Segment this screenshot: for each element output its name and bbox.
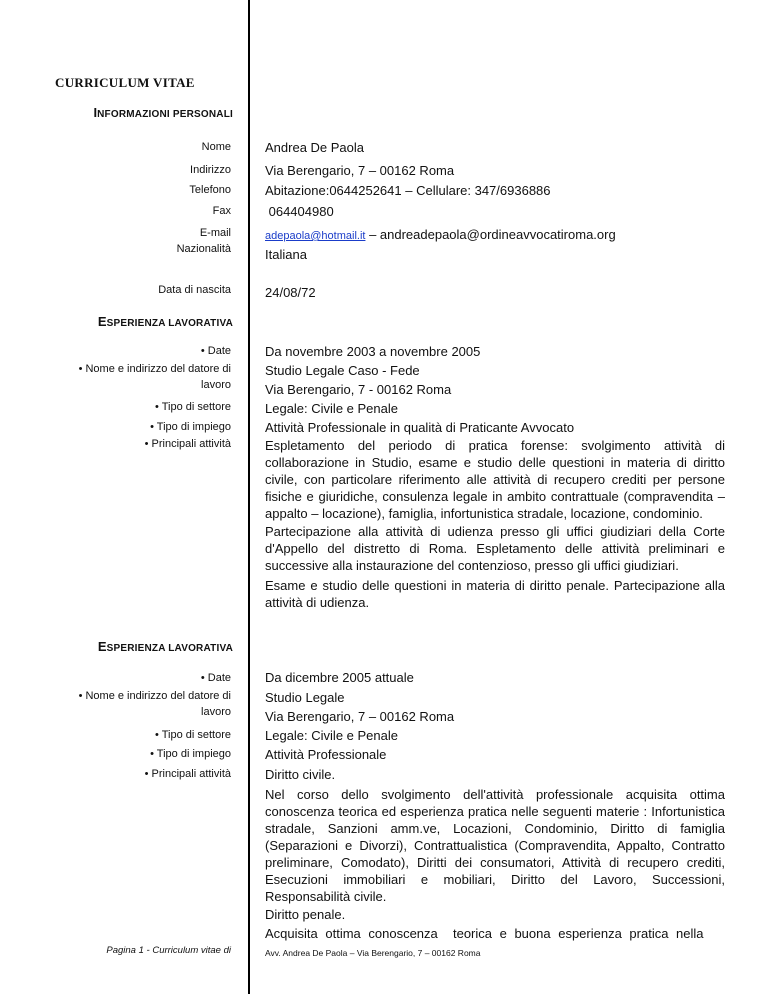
section-heading-personal	[94, 105, 234, 120]
exp2-label-sector: • Tipo di settore	[154, 729, 231, 741]
exp1-sector: Legale: Civile e Penale	[265, 401, 398, 416]
heading-initial: I	[93, 105, 98, 120]
exp1-employer-address: Via Berengario, 7 - 00162 Roma	[265, 382, 452, 397]
label-nome: Nome	[201, 141, 231, 153]
exp1-label-date: • Date	[200, 345, 231, 357]
value-nome: Andrea De Paola	[265, 140, 365, 155]
document-title: CURRICULUM VITAE	[55, 75, 195, 90]
exp2-employer-name: Studio Legale	[265, 690, 345, 705]
footer-page-prefix: Pagina	[106, 945, 139, 956]
label-email: E-mail	[199, 227, 231, 239]
footer-page-number: 1	[138, 945, 144, 956]
exp2-activities-paragraph-1: Nel corso dello svolgimento dell'attività professionale acquisita ottima conoscenza teorica ed esperienza pratica nelle seguenti materie : Infortunistica stradale, Sanzioni amm.ve, Locazioni, Condominio, Diritto di famiglia (Separazioni e Divorzi), Contrattualistica (Compravendita, Appalto, Contratto preliminare, Comodato), Diritti dei consumatori, Attività di recupero crediti, Esecuzioni immobiliari e mobiliari, Diritto del Lavoro, Successioni, Responsabilità civile.	[265, 787, 725, 904]
exp1-label-job: • Tipo di impiego	[150, 421, 231, 433]
exp1-employer-name: Studio Legale Caso - Fede	[265, 363, 420, 378]
exp1-label-activities: • Principali attività	[144, 438, 231, 450]
exp1-activities-paragraph-3: Esame e studio delle questioni in materia di diritto penale. Partecipazione alla attività di udienza.	[265, 578, 725, 610]
heading-initial: E	[97, 639, 107, 654]
exp2-label-activities: • Principali attività	[144, 768, 231, 780]
exp2-penal-heading: Diritto penale.	[265, 907, 346, 922]
exp2-label-date: • Date	[200, 672, 231, 684]
exp1-date: Da novembre 2003 a novembre 2005	[265, 344, 481, 359]
label-data-nascita: Data di nascita	[158, 284, 231, 296]
exp2-civil-heading: Diritto civile.	[265, 767, 336, 782]
label-nazionalita: Nazionalità	[176, 243, 231, 255]
exp2-employer-address: Via Berengario, 7 – 00162 Roma	[265, 709, 455, 724]
exp2-date: Da dicembre 2005 attuale	[265, 670, 414, 685]
exp1-label-employer: • Nome e indirizzo del datore di lavoro	[78, 363, 231, 391]
label-telefono: Telefono	[189, 184, 231, 196]
exp2-activities-paragraph-2: Acquisita ottima conoscenza teorica e buona esperienza pratica nella	[265, 926, 704, 941]
exp2-job: Attività Professionale	[265, 747, 387, 762]
heading-initial: E	[97, 314, 107, 329]
value-telefono: Abitazione:0644252641 – Cellulare: 347/6936886	[265, 183, 551, 198]
exp1-activities-paragraph-2: Partecipazione alla attività di udienza presso gli uffici giudiziari della Corte d'Appello del distretto di Roma. Espletamento delle attività preliminari e successive alla instaurazione del contenzioso, presso gli uffici giudiziari.	[265, 524, 725, 573]
exp1-activities-paragraph-1: Espletamento del periodo di pratica forense: svolgimento attività di collaborazione in Studio, esame e studio delle questioni in materia di diritto civile, con particolare riferimento alle attività di recupero crediti per persone fisiche e giuridiche, consulenza legale in ambito contrattuale (compravendita – appalto – locazione), famiglia, infortunistica stradale, locazione, condominio.	[265, 438, 725, 521]
value-indirizzo: Via Berengario, 7 – 00162 Roma	[265, 163, 455, 178]
exp1-job: Attività Professionale in qualità di Praticante Avvocato	[265, 420, 575, 435]
label-fax: Fax	[212, 205, 231, 217]
section-heading-experience-2	[98, 639, 233, 654]
column-divider	[248, 0, 250, 994]
email-secondary: – andreadepaola@ordineavvocatiroma.org	[365, 227, 616, 242]
footer-address: Avv. Andrea De Paola – Via Berengario, 7 – 00162 Roma	[265, 948, 481, 958]
label-indirizzo: Indirizzo	[190, 164, 231, 176]
exp2-label-job: • Tipo di impiego	[150, 748, 231, 760]
heading-rest: SPERIENZA LAVORATIVA	[106, 318, 233, 329]
section-heading-experience-1	[98, 314, 233, 329]
value-fax: 064404980	[265, 204, 334, 219]
email-link[interactable]: adepaola@hotmail.it	[265, 230, 366, 242]
exp2-sector: Legale: Civile e Penale	[265, 728, 398, 743]
value-data-nascita: 24/08/72	[265, 285, 316, 300]
value-nazionalita: Italiana	[265, 247, 307, 262]
heading-rest: NFORMAZIONI PERSONALI	[97, 109, 233, 120]
heading-rest: SPERIENZA LAVORATIVA	[106, 643, 233, 654]
exp1-label-sector: • Tipo di settore	[154, 401, 231, 413]
footer-page-label	[106, 945, 231, 956]
value-email	[265, 226, 616, 245]
exp2-label-employer: • Nome e indirizzo del datore di lavoro	[78, 690, 231, 718]
footer-page-suffix: - Curriculum vitae di	[143, 945, 231, 956]
